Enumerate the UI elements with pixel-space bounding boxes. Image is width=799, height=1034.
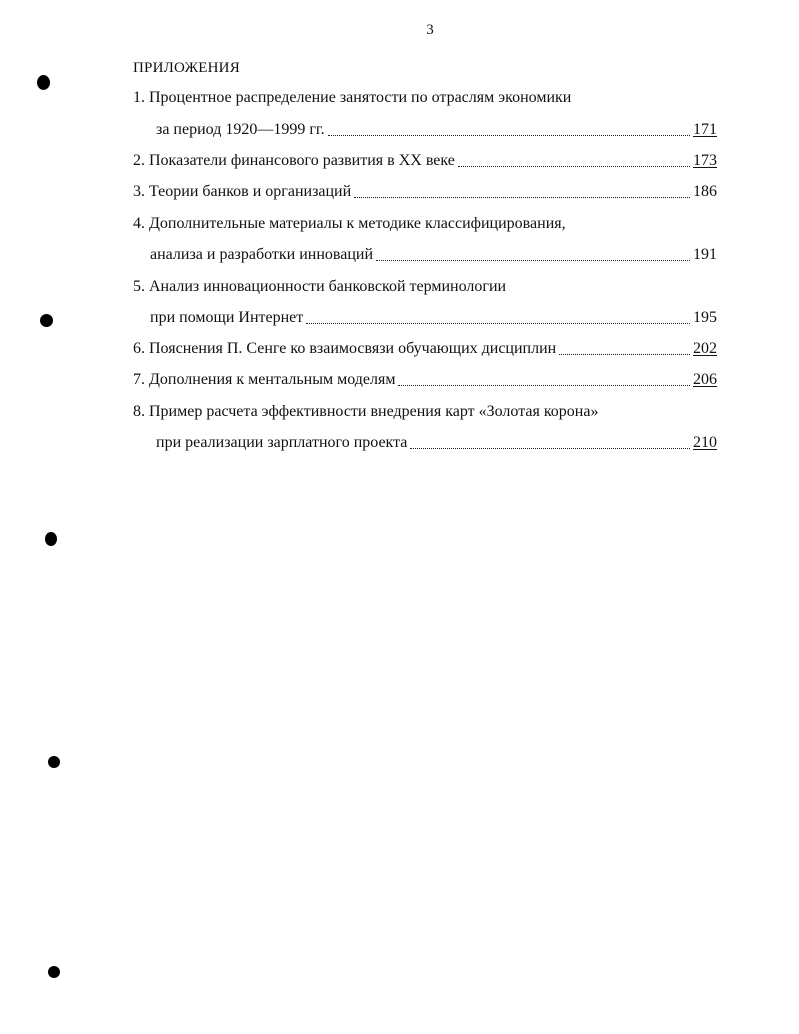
toc-entry-5-title-cont: при помощи Интернет xyxy=(150,309,304,326)
toc-entry-5-page: 195 xyxy=(693,309,717,326)
punch-hole-mark xyxy=(48,966,60,978)
toc-entry-4-page: 191 xyxy=(693,246,717,263)
toc-entry-5 xyxy=(150,308,717,328)
dot-leader xyxy=(354,196,690,198)
toc-entry-1-title: 1. Процентное распределение занятости по отраслям экономики xyxy=(133,89,572,106)
punch-hole-mark xyxy=(37,75,50,90)
toc-entry-4-title: 4. Дополнительные материалы к методике классифицирования, xyxy=(133,215,566,232)
toc-entry-2-title: 2. Показатели финансового развития в XX веке xyxy=(133,152,455,169)
toc-entry-2 xyxy=(133,151,717,171)
toc-entry-1-page: 171 xyxy=(693,121,717,138)
punch-hole-mark xyxy=(48,756,60,768)
punch-hole-mark xyxy=(45,532,57,546)
toc-entry-2-page: 173 xyxy=(693,152,717,169)
page-number: 3 xyxy=(426,22,434,38)
toc-entry-6 xyxy=(133,339,717,359)
toc-entry-4 xyxy=(150,245,717,265)
toc-entry-7-title: 7. Дополнения к ментальным моделям xyxy=(133,371,396,388)
dot-leader xyxy=(410,447,690,449)
toc-entry-8-title: 8. Пример расчета эффективности внедрения карт «Золотая корона» xyxy=(133,403,599,420)
toc-entry-7-page: 206 xyxy=(693,371,717,388)
toc-entry-8 xyxy=(156,433,717,453)
toc-entry-1-title-cont: за период 1920—1999 гг. xyxy=(156,121,325,138)
dot-leader xyxy=(376,259,690,261)
toc-entry-8-title-cont: при реализации зарплатного проекта xyxy=(156,434,408,451)
toc-entry-6-title: 6. Пояснения П. Сенге ко взаимосвязи обучающих дисциплин xyxy=(133,340,557,357)
toc-entry-1 xyxy=(156,120,717,140)
dot-leader xyxy=(458,165,690,167)
appendix-heading: ПРИЛОЖЕНИЯ xyxy=(133,60,240,76)
dot-leader xyxy=(398,384,690,386)
toc-entry-3 xyxy=(133,182,717,202)
punch-hole-mark xyxy=(40,314,53,327)
dot-leader xyxy=(306,322,690,324)
toc-entry-8-page: 210 xyxy=(693,434,717,451)
toc-entry-3-page: 186 xyxy=(693,183,717,200)
toc-entry-4-title-cont: анализа и разработки инноваций xyxy=(150,246,374,263)
dot-leader xyxy=(328,134,690,136)
toc-entry-7 xyxy=(133,370,717,390)
toc-entry-6-page: 202 xyxy=(693,340,717,357)
dot-leader xyxy=(559,353,690,355)
toc-entry-5-title: 5. Анализ инновационности банковской терминологии xyxy=(133,278,507,295)
toc-entry-3-title: 3. Теории банков и организаций xyxy=(133,183,352,200)
